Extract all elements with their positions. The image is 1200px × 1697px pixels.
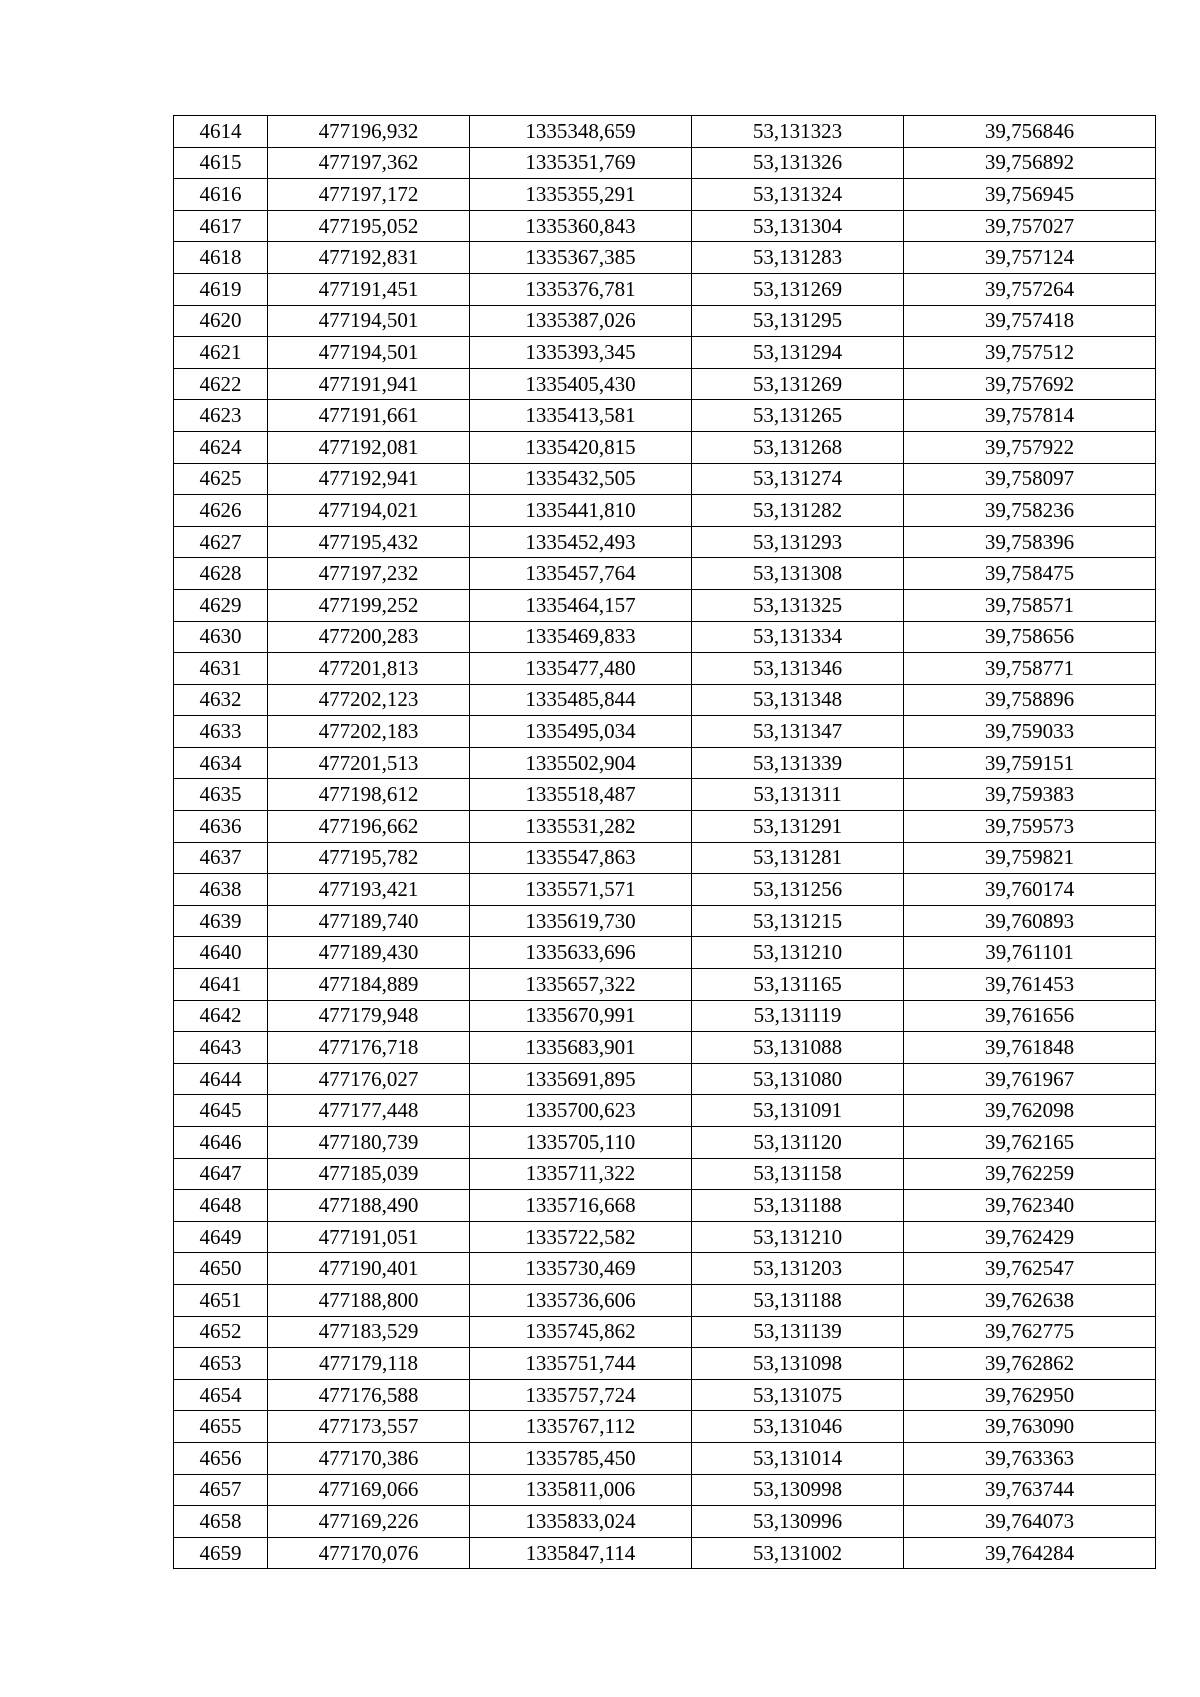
latitude-cell: 53,131188 bbox=[692, 1284, 904, 1316]
longitude-cell: 39,764073 bbox=[904, 1506, 1156, 1538]
point-number-cell: 4624 bbox=[174, 431, 268, 463]
point-number-cell: 4625 bbox=[174, 463, 268, 495]
x-coordinate-cell: 477197,362 bbox=[268, 147, 470, 179]
y-coordinate-cell: 1335785,450 bbox=[470, 1442, 692, 1474]
point-number-cell: 4651 bbox=[174, 1284, 268, 1316]
latitude-cell: 53,131268 bbox=[692, 431, 904, 463]
y-coordinate-cell: 1335464,157 bbox=[470, 589, 692, 621]
y-coordinate-cell: 1335413,581 bbox=[470, 400, 692, 432]
longitude-cell: 39,761656 bbox=[904, 1000, 1156, 1032]
y-coordinate-cell: 1335619,730 bbox=[470, 905, 692, 937]
latitude-cell: 53,131283 bbox=[692, 242, 904, 274]
y-coordinate-cell: 1335730,469 bbox=[470, 1253, 692, 1285]
x-coordinate-cell: 477188,800 bbox=[268, 1284, 470, 1316]
x-coordinate-cell: 477199,252 bbox=[268, 589, 470, 621]
latitude-cell: 53,131282 bbox=[692, 495, 904, 527]
x-coordinate-cell: 477173,557 bbox=[268, 1411, 470, 1443]
y-coordinate-cell: 1335485,844 bbox=[470, 684, 692, 716]
table-row bbox=[174, 242, 1156, 274]
latitude-cell: 53,131304 bbox=[692, 210, 904, 242]
point-number-cell: 4635 bbox=[174, 779, 268, 811]
point-number-cell: 4650 bbox=[174, 1253, 268, 1285]
point-number-cell: 4640 bbox=[174, 937, 268, 969]
y-coordinate-cell: 1335767,112 bbox=[470, 1411, 692, 1443]
x-coordinate-cell: 477170,386 bbox=[268, 1442, 470, 1474]
y-coordinate-cell: 1335751,744 bbox=[470, 1348, 692, 1380]
longitude-cell: 39,764284 bbox=[904, 1537, 1156, 1569]
latitude-cell: 53,131291 bbox=[692, 811, 904, 843]
latitude-cell: 53,131165 bbox=[692, 969, 904, 1001]
latitude-cell: 53,131348 bbox=[692, 684, 904, 716]
x-coordinate-cell: 477195,432 bbox=[268, 526, 470, 558]
point-number-cell: 4643 bbox=[174, 1032, 268, 1064]
point-number-cell: 4621 bbox=[174, 337, 268, 369]
x-coordinate-cell: 477189,430 bbox=[268, 937, 470, 969]
latitude-cell: 53,131269 bbox=[692, 273, 904, 305]
longitude-cell: 39,762429 bbox=[904, 1221, 1156, 1253]
y-coordinate-cell: 1335518,487 bbox=[470, 779, 692, 811]
x-coordinate-cell: 477202,123 bbox=[268, 684, 470, 716]
table-row bbox=[174, 1221, 1156, 1253]
table-row bbox=[174, 1316, 1156, 1348]
coordinates-table bbox=[173, 115, 1156, 1569]
x-coordinate-cell: 477176,027 bbox=[268, 1063, 470, 1095]
y-coordinate-cell: 1335683,901 bbox=[470, 1032, 692, 1064]
table-row bbox=[174, 589, 1156, 621]
longitude-cell: 39,763744 bbox=[904, 1474, 1156, 1506]
x-coordinate-cell: 477197,232 bbox=[268, 558, 470, 590]
point-number-cell: 4634 bbox=[174, 747, 268, 779]
latitude-cell: 53,131139 bbox=[692, 1316, 904, 1348]
point-number-cell: 4652 bbox=[174, 1316, 268, 1348]
table-row bbox=[174, 1442, 1156, 1474]
x-coordinate-cell: 477169,066 bbox=[268, 1474, 470, 1506]
table-row bbox=[174, 1474, 1156, 1506]
x-coordinate-cell: 477188,490 bbox=[268, 1190, 470, 1222]
y-coordinate-cell: 1335351,769 bbox=[470, 147, 692, 179]
latitude-cell: 53,131347 bbox=[692, 716, 904, 748]
longitude-cell: 39,757922 bbox=[904, 431, 1156, 463]
point-number-cell: 4614 bbox=[174, 116, 268, 148]
y-coordinate-cell: 1335387,026 bbox=[470, 305, 692, 337]
longitude-cell: 39,762165 bbox=[904, 1127, 1156, 1159]
latitude-cell: 53,131210 bbox=[692, 1221, 904, 1253]
table-row bbox=[174, 716, 1156, 748]
point-number-cell: 4654 bbox=[174, 1379, 268, 1411]
longitude-cell: 39,762862 bbox=[904, 1348, 1156, 1380]
y-coordinate-cell: 1335441,810 bbox=[470, 495, 692, 527]
x-coordinate-cell: 477200,283 bbox=[268, 621, 470, 653]
y-coordinate-cell: 1335469,833 bbox=[470, 621, 692, 653]
longitude-cell: 39,762950 bbox=[904, 1379, 1156, 1411]
x-coordinate-cell: 477176,718 bbox=[268, 1032, 470, 1064]
table-row bbox=[174, 937, 1156, 969]
longitude-cell: 39,759383 bbox=[904, 779, 1156, 811]
y-coordinate-cell: 1335405,430 bbox=[470, 368, 692, 400]
latitude-cell: 53,131295 bbox=[692, 305, 904, 337]
longitude-cell: 39,758771 bbox=[904, 653, 1156, 685]
table-row bbox=[174, 1284, 1156, 1316]
longitude-cell: 39,758656 bbox=[904, 621, 1156, 653]
longitude-cell: 39,757692 bbox=[904, 368, 1156, 400]
y-coordinate-cell: 1335367,385 bbox=[470, 242, 692, 274]
longitude-cell: 39,761101 bbox=[904, 937, 1156, 969]
x-coordinate-cell: 477198,612 bbox=[268, 779, 470, 811]
longitude-cell: 39,762638 bbox=[904, 1284, 1156, 1316]
latitude-cell: 53,131256 bbox=[692, 874, 904, 906]
latitude-cell: 53,131324 bbox=[692, 179, 904, 211]
table-row bbox=[174, 431, 1156, 463]
table-row bbox=[174, 526, 1156, 558]
x-coordinate-cell: 477191,451 bbox=[268, 273, 470, 305]
longitude-cell: 39,757512 bbox=[904, 337, 1156, 369]
point-number-cell: 4649 bbox=[174, 1221, 268, 1253]
longitude-cell: 39,757418 bbox=[904, 305, 1156, 337]
x-coordinate-cell: 477190,401 bbox=[268, 1253, 470, 1285]
latitude-cell: 53,131210 bbox=[692, 937, 904, 969]
x-coordinate-cell: 477196,662 bbox=[268, 811, 470, 843]
point-number-cell: 4633 bbox=[174, 716, 268, 748]
y-coordinate-cell: 1335745,862 bbox=[470, 1316, 692, 1348]
y-coordinate-cell: 1335847,114 bbox=[470, 1537, 692, 1569]
table-row bbox=[174, 684, 1156, 716]
longitude-cell: 39,762340 bbox=[904, 1190, 1156, 1222]
longitude-cell: 39,757124 bbox=[904, 242, 1156, 274]
point-number-cell: 4619 bbox=[174, 273, 268, 305]
longitude-cell: 39,760893 bbox=[904, 905, 1156, 937]
table-row bbox=[174, 1190, 1156, 1222]
x-coordinate-cell: 477195,052 bbox=[268, 210, 470, 242]
x-coordinate-cell: 477183,529 bbox=[268, 1316, 470, 1348]
table-row bbox=[174, 400, 1156, 432]
longitude-cell: 39,762547 bbox=[904, 1253, 1156, 1285]
latitude-cell: 53,131091 bbox=[692, 1095, 904, 1127]
point-number-cell: 4648 bbox=[174, 1190, 268, 1222]
latitude-cell: 53,131334 bbox=[692, 621, 904, 653]
longitude-cell: 39,758097 bbox=[904, 463, 1156, 495]
longitude-cell: 39,758236 bbox=[904, 495, 1156, 527]
x-coordinate-cell: 477195,782 bbox=[268, 842, 470, 874]
longitude-cell: 39,760174 bbox=[904, 874, 1156, 906]
longitude-cell: 39,758571 bbox=[904, 589, 1156, 621]
table-row bbox=[174, 337, 1156, 369]
x-coordinate-cell: 477169,226 bbox=[268, 1506, 470, 1538]
longitude-cell: 39,759033 bbox=[904, 716, 1156, 748]
table-row bbox=[174, 1348, 1156, 1380]
longitude-cell: 39,756892 bbox=[904, 147, 1156, 179]
point-number-cell: 4622 bbox=[174, 368, 268, 400]
y-coordinate-cell: 1335420,815 bbox=[470, 431, 692, 463]
y-coordinate-cell: 1335711,322 bbox=[470, 1158, 692, 1190]
longitude-cell: 39,761848 bbox=[904, 1032, 1156, 1064]
y-coordinate-cell: 1335571,571 bbox=[470, 874, 692, 906]
point-number-cell: 4627 bbox=[174, 526, 268, 558]
latitude-cell: 53,131215 bbox=[692, 905, 904, 937]
latitude-cell: 53,131158 bbox=[692, 1158, 904, 1190]
latitude-cell: 53,131265 bbox=[692, 400, 904, 432]
table-row bbox=[174, 1253, 1156, 1285]
longitude-cell: 39,758475 bbox=[904, 558, 1156, 590]
point-number-cell: 4636 bbox=[174, 811, 268, 843]
latitude-cell: 53,131046 bbox=[692, 1411, 904, 1443]
latitude-cell: 53,131274 bbox=[692, 463, 904, 495]
y-coordinate-cell: 1335452,493 bbox=[470, 526, 692, 558]
point-number-cell: 4653 bbox=[174, 1348, 268, 1380]
point-number-cell: 4645 bbox=[174, 1095, 268, 1127]
longitude-cell: 39,759151 bbox=[904, 747, 1156, 779]
y-coordinate-cell: 1335670,991 bbox=[470, 1000, 692, 1032]
longitude-cell: 39,758896 bbox=[904, 684, 1156, 716]
latitude-cell: 53,131281 bbox=[692, 842, 904, 874]
latitude-cell: 53,130996 bbox=[692, 1506, 904, 1538]
longitude-cell: 39,761967 bbox=[904, 1063, 1156, 1095]
point-number-cell: 4647 bbox=[174, 1158, 268, 1190]
point-number-cell: 4631 bbox=[174, 653, 268, 685]
table-row bbox=[174, 1000, 1156, 1032]
point-number-cell: 4630 bbox=[174, 621, 268, 653]
longitude-cell: 39,757814 bbox=[904, 400, 1156, 432]
point-number-cell: 4638 bbox=[174, 874, 268, 906]
longitude-cell: 39,757264 bbox=[904, 273, 1156, 305]
y-coordinate-cell: 1335833,024 bbox=[470, 1506, 692, 1538]
point-number-cell: 4656 bbox=[174, 1442, 268, 1474]
point-number-cell: 4641 bbox=[174, 969, 268, 1001]
point-number-cell: 4626 bbox=[174, 495, 268, 527]
table-row bbox=[174, 1063, 1156, 1095]
point-number-cell: 4623 bbox=[174, 400, 268, 432]
point-number-cell: 4644 bbox=[174, 1063, 268, 1095]
latitude-cell: 53,131203 bbox=[692, 1253, 904, 1285]
y-coordinate-cell: 1335432,505 bbox=[470, 463, 692, 495]
latitude-cell: 53,131120 bbox=[692, 1127, 904, 1159]
point-number-cell: 4632 bbox=[174, 684, 268, 716]
point-number-cell: 4628 bbox=[174, 558, 268, 590]
table-row bbox=[174, 1411, 1156, 1443]
x-coordinate-cell: 477192,941 bbox=[268, 463, 470, 495]
table-row bbox=[174, 368, 1156, 400]
table-row bbox=[174, 1506, 1156, 1538]
y-coordinate-cell: 1335700,623 bbox=[470, 1095, 692, 1127]
table-row bbox=[174, 1537, 1156, 1569]
table-row bbox=[174, 273, 1156, 305]
y-coordinate-cell: 1335457,764 bbox=[470, 558, 692, 590]
latitude-cell: 53,131075 bbox=[692, 1379, 904, 1411]
latitude-cell: 53,131002 bbox=[692, 1537, 904, 1569]
point-number-cell: 4637 bbox=[174, 842, 268, 874]
latitude-cell: 53,131339 bbox=[692, 747, 904, 779]
latitude-cell: 53,131326 bbox=[692, 147, 904, 179]
longitude-cell: 39,761453 bbox=[904, 969, 1156, 1001]
y-coordinate-cell: 1335348,659 bbox=[470, 116, 692, 148]
y-coordinate-cell: 1335633,696 bbox=[470, 937, 692, 969]
table-row bbox=[174, 179, 1156, 211]
y-coordinate-cell: 1335547,863 bbox=[470, 842, 692, 874]
x-coordinate-cell: 477194,021 bbox=[268, 495, 470, 527]
latitude-cell: 53,131098 bbox=[692, 1348, 904, 1380]
table-row bbox=[174, 874, 1156, 906]
x-coordinate-cell: 477201,813 bbox=[268, 653, 470, 685]
y-coordinate-cell: 1335757,724 bbox=[470, 1379, 692, 1411]
x-coordinate-cell: 477201,513 bbox=[268, 747, 470, 779]
x-coordinate-cell: 477196,932 bbox=[268, 116, 470, 148]
point-number-cell: 4659 bbox=[174, 1537, 268, 1569]
point-number-cell: 4655 bbox=[174, 1411, 268, 1443]
latitude-cell: 53,131325 bbox=[692, 589, 904, 621]
longitude-cell: 39,762098 bbox=[904, 1095, 1156, 1127]
point-number-cell: 4617 bbox=[174, 210, 268, 242]
y-coordinate-cell: 1335393,345 bbox=[470, 337, 692, 369]
coordinates-table-body bbox=[174, 116, 1156, 1569]
latitude-cell: 53,131294 bbox=[692, 337, 904, 369]
table-row bbox=[174, 1127, 1156, 1159]
latitude-cell: 53,131323 bbox=[692, 116, 904, 148]
x-coordinate-cell: 477177,448 bbox=[268, 1095, 470, 1127]
latitude-cell: 53,131346 bbox=[692, 653, 904, 685]
y-coordinate-cell: 1335705,110 bbox=[470, 1127, 692, 1159]
point-number-cell: 4642 bbox=[174, 1000, 268, 1032]
point-number-cell: 4616 bbox=[174, 179, 268, 211]
table-row bbox=[174, 811, 1156, 843]
table-row bbox=[174, 1032, 1156, 1064]
latitude-cell: 53,131188 bbox=[692, 1190, 904, 1222]
table-row bbox=[174, 305, 1156, 337]
y-coordinate-cell: 1335716,668 bbox=[470, 1190, 692, 1222]
point-number-cell: 4620 bbox=[174, 305, 268, 337]
table-row bbox=[174, 116, 1156, 148]
longitude-cell: 39,762775 bbox=[904, 1316, 1156, 1348]
x-coordinate-cell: 477192,831 bbox=[268, 242, 470, 274]
x-coordinate-cell: 477197,172 bbox=[268, 179, 470, 211]
longitude-cell: 39,762259 bbox=[904, 1158, 1156, 1190]
x-coordinate-cell: 477180,739 bbox=[268, 1127, 470, 1159]
y-coordinate-cell: 1335657,322 bbox=[470, 969, 692, 1001]
table-row bbox=[174, 210, 1156, 242]
table-row bbox=[174, 147, 1156, 179]
y-coordinate-cell: 1335477,480 bbox=[470, 653, 692, 685]
point-number-cell: 4646 bbox=[174, 1127, 268, 1159]
point-number-cell: 4629 bbox=[174, 589, 268, 621]
latitude-cell: 53,131311 bbox=[692, 779, 904, 811]
latitude-cell: 53,131119 bbox=[692, 1000, 904, 1032]
table-row bbox=[174, 969, 1156, 1001]
x-coordinate-cell: 477194,501 bbox=[268, 305, 470, 337]
x-coordinate-cell: 477202,183 bbox=[268, 716, 470, 748]
x-coordinate-cell: 477191,661 bbox=[268, 400, 470, 432]
x-coordinate-cell: 477184,889 bbox=[268, 969, 470, 1001]
longitude-cell: 39,757027 bbox=[904, 210, 1156, 242]
y-coordinate-cell: 1335376,781 bbox=[470, 273, 692, 305]
table-row bbox=[174, 1158, 1156, 1190]
latitude-cell: 53,131308 bbox=[692, 558, 904, 590]
table-row bbox=[174, 495, 1156, 527]
latitude-cell: 53,131088 bbox=[692, 1032, 904, 1064]
x-coordinate-cell: 477191,941 bbox=[268, 368, 470, 400]
table-row bbox=[174, 463, 1156, 495]
table-row bbox=[174, 905, 1156, 937]
table-row bbox=[174, 558, 1156, 590]
y-coordinate-cell: 1335495,034 bbox=[470, 716, 692, 748]
y-coordinate-cell: 1335355,291 bbox=[470, 179, 692, 211]
x-coordinate-cell: 477179,118 bbox=[268, 1348, 470, 1380]
x-coordinate-cell: 477192,081 bbox=[268, 431, 470, 463]
longitude-cell: 39,763363 bbox=[904, 1442, 1156, 1474]
table-row bbox=[174, 779, 1156, 811]
table-row bbox=[174, 653, 1156, 685]
latitude-cell: 53,130998 bbox=[692, 1474, 904, 1506]
x-coordinate-cell: 477176,588 bbox=[268, 1379, 470, 1411]
point-number-cell: 4657 bbox=[174, 1474, 268, 1506]
x-coordinate-cell: 477185,039 bbox=[268, 1158, 470, 1190]
point-number-cell: 4618 bbox=[174, 242, 268, 274]
longitude-cell: 39,756846 bbox=[904, 116, 1156, 148]
point-number-cell: 4615 bbox=[174, 147, 268, 179]
y-coordinate-cell: 1335531,282 bbox=[470, 811, 692, 843]
latitude-cell: 53,131080 bbox=[692, 1063, 904, 1095]
latitude-cell: 53,131293 bbox=[692, 526, 904, 558]
longitude-cell: 39,758396 bbox=[904, 526, 1156, 558]
longitude-cell: 39,759573 bbox=[904, 811, 1156, 843]
latitude-cell: 53,131269 bbox=[692, 368, 904, 400]
longitude-cell: 39,759821 bbox=[904, 842, 1156, 874]
x-coordinate-cell: 477179,948 bbox=[268, 1000, 470, 1032]
y-coordinate-cell: 1335736,606 bbox=[470, 1284, 692, 1316]
point-number-cell: 4639 bbox=[174, 905, 268, 937]
x-coordinate-cell: 477170,076 bbox=[268, 1537, 470, 1569]
x-coordinate-cell: 477194,501 bbox=[268, 337, 470, 369]
table-row bbox=[174, 1095, 1156, 1127]
table-row bbox=[174, 621, 1156, 653]
y-coordinate-cell: 1335722,582 bbox=[470, 1221, 692, 1253]
y-coordinate-cell: 1335691,895 bbox=[470, 1063, 692, 1095]
y-coordinate-cell: 1335502,904 bbox=[470, 747, 692, 779]
longitude-cell: 39,756945 bbox=[904, 179, 1156, 211]
x-coordinate-cell: 477193,421 bbox=[268, 874, 470, 906]
x-coordinate-cell: 477191,051 bbox=[268, 1221, 470, 1253]
x-coordinate-cell: 477189,740 bbox=[268, 905, 470, 937]
y-coordinate-cell: 1335811,006 bbox=[470, 1474, 692, 1506]
table-row bbox=[174, 747, 1156, 779]
table-row bbox=[174, 842, 1156, 874]
latitude-cell: 53,131014 bbox=[692, 1442, 904, 1474]
longitude-cell: 39,763090 bbox=[904, 1411, 1156, 1443]
y-coordinate-cell: 1335360,843 bbox=[470, 210, 692, 242]
point-number-cell: 4658 bbox=[174, 1506, 268, 1538]
table-row bbox=[174, 1379, 1156, 1411]
